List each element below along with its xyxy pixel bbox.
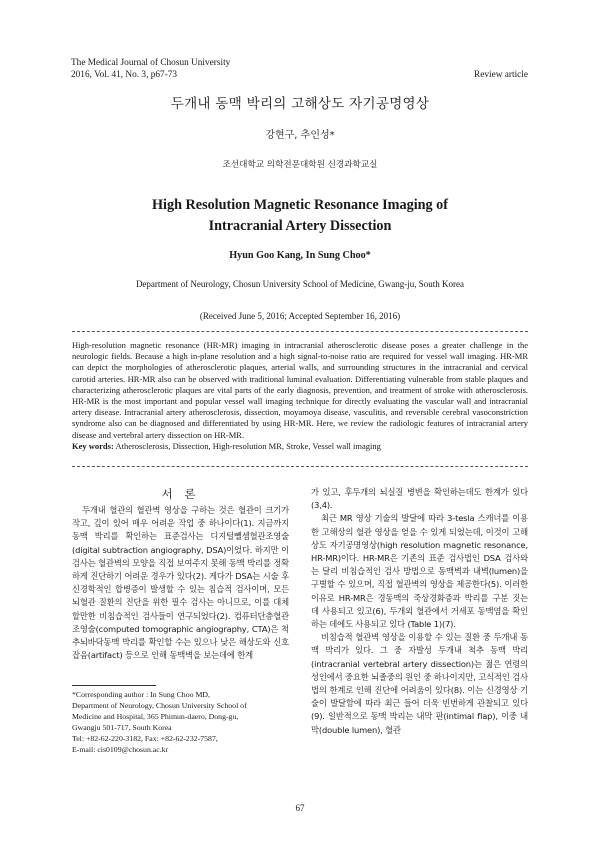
body-paragraph: 비침습적 혈관벽 영상을 이용할 수 있는 질환 중 두개내 동맥 박리가 있다. 그 중 자발성 두개내 척추 동맥 박리(intracranial vertebral artery dissection)는 젊은 연령의 성인에서 중요한 뇌졸중의 원인 중 하나이지만, 고식적인 검사법의 한계로 인해 진단에 어려움이 있다(8). 이는 신경영상 기술이 발달함에 따라 최근 들어 더욱 빈번하게 관찰되고 있다(9). 일반적으로 동맥 박리는 내막 판(intimal flap), 이중 내막(double lumen), 혈관 xyxy=(311,632,528,735)
body-column-left xyxy=(72,504,289,662)
title-english-line1: High Resolution Magnetic Resonance Imaging of xyxy=(152,197,448,213)
keywords-label: Key words: xyxy=(72,440,114,451)
body-column-right xyxy=(311,486,528,737)
abstract-divider-bottom xyxy=(72,466,528,467)
affiliation-english: Department of Neurology, Chosun University School of Medicine, Gwang-ju, South Korea xyxy=(135,279,465,289)
journal-issue: 2016, Vol. 41, No. 3, p67-73 xyxy=(71,69,178,80)
title-english xyxy=(0,195,600,237)
page-number: 67 xyxy=(295,803,305,813)
footnote-line: Gwangju 501-717, South Korea xyxy=(72,723,172,732)
journal-header xyxy=(71,58,230,81)
body-paragraph: 가 있고, 후두개의 뇌실질 병변을 확인하는데도 한계가 있다(3,4). xyxy=(311,487,528,511)
title-english-line2: Intracranial Artery Dissection xyxy=(208,218,392,234)
body-paragraph: 최근 MR 영상 기술의 발달에 따라 3-tesla 스캐너를 이용한 고해상의 혈관 영상을 얻을 수 있게 되었는데, 이것이 고해상도 자기공명영상(high resolution magnetic resonance, HR-MR)이다. HR-MR은 기존의 표준 검사법인 DSA 검사와는 달리 비침습적인 검사 방법으로 동맥벽과 내벽(lumen)을 구별할 수 있으며, 직접 혈관벽의 영상을 제공한다(5). 이러한 이유로 HR-MR은 경동맥의 죽상경화증과 박리를 구분 짓는 데 사용되고 있고(6), 두개외 혈관에서 거세포 동맥염을 확인하는 데에도 사용되고 있다 (Table 1)(7). xyxy=(311,513,528,630)
footnote-email: E-mail: cis0109@chosun.ac.kr xyxy=(72,745,169,754)
abstract-divider-top xyxy=(72,331,528,332)
footnote-rule xyxy=(72,685,156,686)
footnote-line: Department of Neurology, Chosun University School of xyxy=(72,701,247,710)
journal-name: The Medical Journal of Chosun University xyxy=(71,58,231,68)
section-title: 서 론 xyxy=(161,487,200,501)
article-type: Review article xyxy=(474,70,528,80)
title-korean: 두개내 동맥 박리의 고해상도 자기공명영상 xyxy=(170,96,430,112)
authors-english: Hyun Goo Kang, In Sung Choo* xyxy=(229,250,371,261)
keywords-line xyxy=(72,441,528,452)
footnote-line: *Corresponding author : In Sung Choo MD, xyxy=(72,690,210,699)
authors-korean: 강현구, 추인성* xyxy=(265,130,335,141)
body-paragraph: 두개내 혈관의 혈관벽 영상을 구하는 것은 혈관이 크기가 작고, 깊이 있어 매우 어려운 작업 중 하나이다(1). 지금까지 동맥 박리를 확인하는 표준검사는 디지털뺄셈혈관조영술(digital subtraction angiography, DSA)이었다. 하지만 이 검사는 혈관벽의 모양을 직접 보여주지 못해 동맥 박리를 정확하게 진단하기 어려운 경우가 있다(2). 게다가 DSA는 시술 후 신경학적인 합병증이 발생할 수 있는 침습적 검사이며, 모든 뇌혈관 질환의 진단을 위한 필수 검사는 아니므로, 이를 대체할만한 비침습적인 검사들이 연구되었다(2). 컴퓨터단층혈관조영술(computed tomographic angiography, CTA)은 척추뇌바닥동맥 박리를 확인할 수는 있으나 낮은 해상도와 신호잡음(artifact) 등으로 인해 동맥벽을 보는데에 한계 xyxy=(72,505,289,661)
abstract-block xyxy=(72,340,528,452)
footnote-line: Tel: +82-62-220-3182, Fax: +82-62-232-7587, xyxy=(72,734,218,743)
received-dates: (Received June 5, 2016; Accepted September 16, 2016) xyxy=(199,311,401,321)
corresponding-author-footnote xyxy=(72,689,292,755)
affiliation-korean: 조선대학교 의학전문대학원 신경과학교실 xyxy=(222,160,378,170)
footnote-line: Medicine and Hospital, 365 Phimun-daero, Dong-gu, xyxy=(72,712,239,721)
abstract-text: High-resolution magnetic resonance (HR-MR) imaging in intracranial atherosclerotic disease poses a greater challenge in the neurologic fields. Because a high in-plane resolution and a high signal-to-noise ratio are required for vessel wall imaging. HR-MR can depict the morphologies of atherosclerotic plaques, arterial walls, and surrounding structures in the intracranial and cervical carotid arteries. HR-MR also can be observed with traditional luminal evaluation. Differentiating vulnerable from stable plaques and characterizing atherosclerotic plaques are vital parts of the early diagnosis, prevention, and treatment of stroke with atherosclerosis. HR-MR is the most important and popular vessel wall imaging technique for directly evaluating the vascular wall and intracranial artery disease. Intracranial artery atherosclerosis, dissection, moyamoya disease, vasculitis, and reversible cerebral vasoconstriction syndrome also can be diagnosed and differentiated by using HR-MR. Here, we review the radiologic features of intracranial artery disease and vertebral artery dissection on HR-MR. xyxy=(72,340,528,440)
keywords-text: Atherosclerosis, Dissection, High-resolution MR, Stroke, Vessel wall imaging xyxy=(113,440,381,451)
